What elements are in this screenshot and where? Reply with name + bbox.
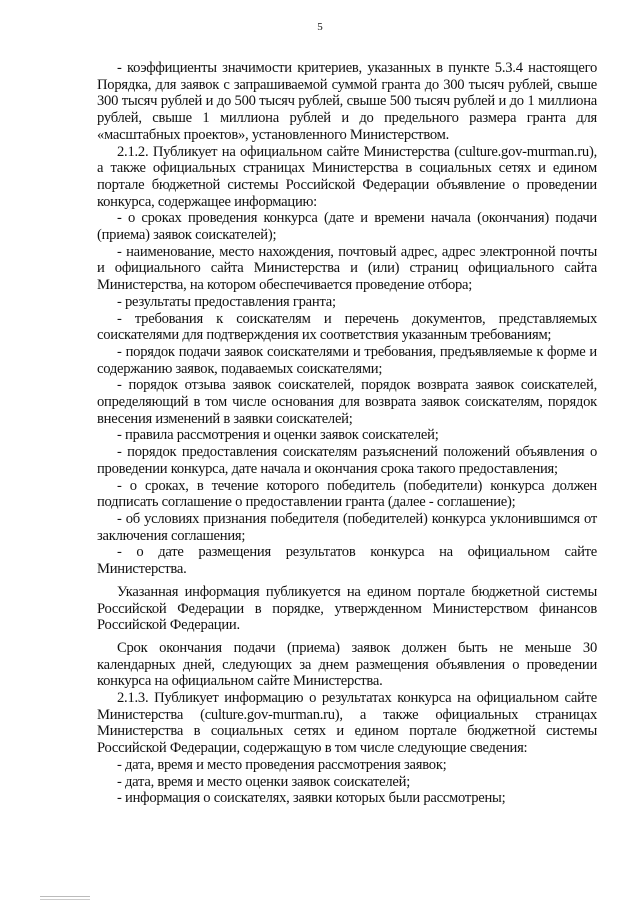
paragraph: - коэффициенты значимости критериев, указанных в пункте 5.3.4 настоящего Порядка, для заявок с запрашиваемой суммой гранта до 300 тысяч рублей, свыше 300 тысяч рублей и до 500 тысяч рублей, свыше 500 тысяч рублей и до 1 миллиона рублей, свыше 1 миллиона рублей и до предельного размера гранта для «масштабных проектов», установленного Министерством. [97,60,597,143]
paragraph: - о сроках, в течение которого победитель (победители) конкурса должен подписать соглашение о предоставлении гранта (далее - соглашение); [97,477,597,511]
paragraph: Указанная информация публикуется на едином портале бюджетной системы Российской Федерации в порядке, утвержденном Министерством финансов Российской Федерации. [97,583,597,634]
paragraph: - порядок предоставления соискателям разъяснений положений объявления о проведении конкурса, дате начала и окончания срока такого предоставления; [97,444,597,477]
paragraph: - об условиях признания победителя (победителей) конкурса уклонившимся от заключения соглашения; [97,510,597,544]
paragraph: - дата, время и место проведения рассмотрения заявок; [117,756,447,773]
paragraph: - дата, время и место оценки заявок соискателей; [117,773,411,790]
paragraph: - порядок отзыва заявок соискателей, порядок возврата заявок соискателей, определяющий в том числе основания для возврата заявок соискателям, порядок внесения изменений в заявки соискателей; [97,377,597,427]
paragraph: Срок окончания подачи (приема) заявок должен быть не меньше 30 календарных дней, следующих за днем размещения объявления о проведении конкурса на официальном сайте Министерства. [97,639,597,690]
paragraph: - требования к соискателям и перечень документов, представляемых соискателями для подтверждения их соответствия указанным требованиям; [97,310,597,344]
paragraph: 2.1.2. Публикует на официальном сайте Министерства (culture.gov-murman.ru), а также официальных страницах Министерства в социальных сетях и едином портале бюджетной системы Российской Федерации объявление о проведении конкурса, содержащее информацию: [97,143,597,210]
page-number: 5 [317,21,323,33]
paragraph: - информация о соискателях, заявки которых были рассмотрены; [117,790,506,807]
paragraph: - о сроках проведения конкурса (дате и времени начала (окончания) подачи (приема) заявок соискателей); [97,210,597,244]
paragraph: - результаты предоставления гранта; [117,293,336,310]
paragraph: - порядок подачи заявок соискателями и требования, предъявляемые к форме и содержанию заявок, подаваемых соискателями; [97,343,597,377]
footer-divider [40,896,90,900]
paragraph: - наименование, место нахождения, почтовый адрес, адрес электронной почты и официального сайта Министерства и (или) страниц официального сайта Министерства, на котором обеспечивается проведение отбора; [97,243,597,294]
paragraph: - правила рассмотрения и оценки заявок соискателей; [117,427,439,444]
paragraph: 2.1.3. Публикует информацию о результатах конкурса на официальном сайте Министерства (culture.gov-murman.ru), а также официальных страницах Министерства в социальных сетях и едином портале бюджетной системы Российской Федерации, содержащую в том числе следующие сведения: [97,690,597,757]
paragraph: - о дате размещения результатов конкурса на официальном сайте Министерства. [97,544,597,578]
document-body [97,60,597,807]
